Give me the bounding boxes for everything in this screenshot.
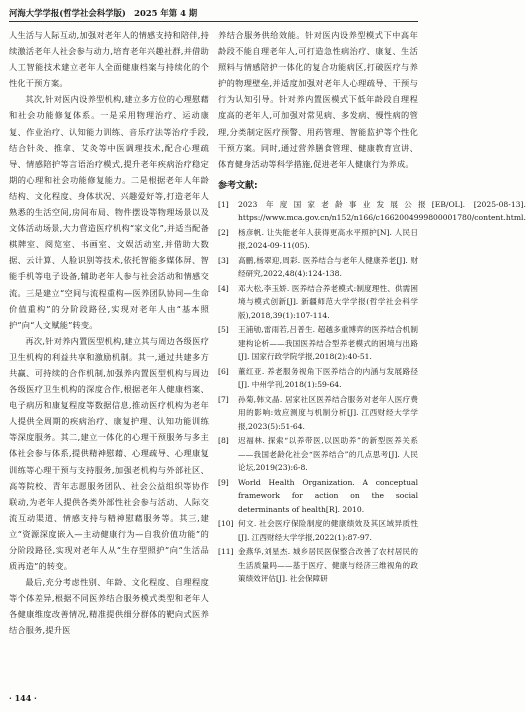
right-body-text — [218, 27, 418, 172]
reference-number: [4] — [218, 283, 229, 293]
references-list — [218, 198, 526, 586]
reference-item — [218, 517, 418, 544]
reference-item — [218, 393, 418, 434]
reference-number: [10] — [218, 519, 234, 529]
reference-number: [11] — [218, 547, 234, 557]
references-heading: 参考文献: — [218, 180, 258, 191]
reference-number: [3] — [218, 255, 229, 265]
reference-number: [6] — [218, 366, 229, 376]
body-paragraph: 人生活与人际互动,加强对老年人的情感支持和陪伴,持续激活老年人社会参与动力,培育老年兴趣社群,并借助人工智能技术建立老年人全面健康档案与持续化的个性化干预方案。 — [9, 30, 209, 89]
reference-text: 何文. 社会医疗保险制度的健康绩效及其区域异质性[J]. 江西财经大学学报,2022(1):87-97. — [238, 519, 418, 542]
header-rule — [9, 21, 418, 22]
reference-text: 董红亚. 养老服务视角下医养结合的内涵与发展路径[J]. 中州学刊,2018(1):59-64. — [238, 366, 418, 390]
reference-item — [218, 226, 418, 253]
reference-text: 孙菊,韩文晶. 居家社区医养结合服务对老年人医疗费用的影响:效应测度与机制分析[J]. 江西财经大学学报,2023(5):51-64. — [238, 394, 418, 431]
reference-item — [218, 198, 526, 225]
reference-text: 迟福林. 探索“以养带医,以医助养”的新型医养关系——我国老龄化社会“医养结合”的几点思考[J]. 人民论坛,2019(23):6-8. — [238, 436, 418, 473]
reference-item — [218, 365, 418, 392]
reference-text: World Health Organization. A conceptual framework for action on the social determinants of health[R]. 2010. — [238, 477, 418, 514]
reference-number: [9] — [218, 477, 229, 487]
reference-text: 高鹏,杨翠迎,周彩. 医养结合与老年人健康养老[J]. 财经研究,2022,48(4):124-138. — [238, 255, 418, 279]
reference-number: [1] — [218, 199, 229, 209]
reference-text: 邓大松,李玉娇. 医养结合养老模式:制度理性、供需困境与模式创新[J]. 新疆师范大学学报(哲学社会科学版),2018,39(1):107-114. — [238, 283, 418, 320]
reference-item — [218, 434, 418, 475]
reference-number: [8] — [218, 436, 229, 446]
reference-item — [218, 476, 418, 517]
reference-number: [5] — [218, 325, 229, 335]
reference-text: 金燕华,刘星杰. 城乡居民医保整合改善了农村居民的生活质量吗——基于医疗、健康与经济三维视角的政策绩效评估[J]. 社会保障研 — [238, 547, 418, 584]
reference-text: 杨彦帆. 让失能老年人获得更高水平照护[N]. 人民日报,2024-09-11(05). — [238, 227, 418, 251]
reference-item — [218, 545, 418, 586]
page-number: · 144 · — [9, 693, 37, 703]
reference-number: [2] — [218, 227, 229, 237]
body-paragraph: 最后,充分考虑性别、年龄、文化程度、自理程度等个体差异,根据不同医养结合服务模式类型和老年人各健康维度改善情况,精准提供细分群体的靶向式医养结合服务,提升医 — [9, 577, 209, 636]
body-paragraph: 养结合服务供给效能。针对医内设养型模式下中高年龄段不能自理老年人,可打造急性病治疗、康复、生活照料与情感陪护一体化的复合功能病区,打破医疗与养护的物理壁垒,并适度加强对老年人心理疏导、干预与行为认知引导。针对养内置医模式下低年龄段自理程度高的老年人,可加强对常见病、多发病、慢性病的管理,分类制定医疗预警、用药管理、智能监护等个性化干预方案。同时,通过营养膳食管理、健康教育宣讲、体育健身活动等科学措施,促进老年人健康行为养成。 — [218, 30, 418, 169]
reference-item — [218, 282, 418, 323]
journal-running-header: 河海大学学报(哲学社会科学版) 2025 年第 4 期 — [9, 8, 198, 18]
body-paragraph: 再次,针对养内置医型机构,建立其与周边各级医疗卫生机构的利益共享和激励机制。其一,通过共建多方共赢、可持续的合作机制,加强养内置医型机构与周边各级医疗卫生机构的深度合作,根据老年人健康档案、电子病历和康复程度等数据信息,推动医疗机构为老年人提供全周期的疾病治疗、康复护理、认知功能训练等深度服务。其二,建立一体化的心理干预服务与多主体社会参与体系,提供精神慰藉、心理疏导、心理康复训练等心理干预与支持服务,加强老机构与外部社区、高等院校、青年志愿服务团队、社会公益组织等协作联动,为老年人提供各类外部性社会参与活动、人际交流互动渠道、情感支持与精神慰藉服务等。其三,建立“资源深度嵌入—主动健康行为—自我价值功能”的分阶段路径,实现对老年人从“生存型照护”向“生活品质再造”的转变。 — [9, 335, 209, 572]
reference-number: [7] — [218, 394, 229, 404]
reference-item — [218, 323, 418, 364]
right-column — [218, 27, 526, 685]
reference-item — [218, 254, 418, 281]
reference-text: 2023 年度国家老龄事业发展公报[EB/OL]. [2025-08-13]. https://www.mca.gov.cn/n152/n166/c1662004999800001780/content.html. — [238, 199, 526, 223]
body-paragraph: 其次,针对医内设养型机构,建立多方位的心理慰藉和社会功能修复体系。一是采用物理治疗、运动康复、作业治疗、认知能力训练、音乐疗法等治疗手段,结合针灸、推拿、艾灸等中医调理技术,配合心理疏导、情感陪护等言语治疗模式,提升老年疾病治疗稳定期的心理和社会功能修复能力。二是根据老年人年龄结构、文化程度、身体状况、兴趣爱好等,打造老年人熟悉的生活空间,房间布局、物件摆设等物理场景以及文体活动场景,大力营造医疗机构“家文化”,并适当配备棋牌室、阅览室、书画室、文娱活动室,并借助大数据、云计算、人脸识别等技术,依托智能多媒体屏、智能手机等电子设备,辅助老年人参与社会活动和情感交流。三是建立“空间与流程重构—医养团队协同—生命价值重构”的分阶段路径,实现对老年人由“基本照护”向“人文赋能”转变。 — [9, 94, 209, 330]
left-column — [9, 27, 209, 685]
reference-text: 王浦劬,雷雨若,吕普生. 超越多重博弈的医养结合机制建构论析——我国医养结合型养老模式的困境与出路[J]. 国家行政学院学报,2018(2):40-51. — [238, 325, 418, 362]
